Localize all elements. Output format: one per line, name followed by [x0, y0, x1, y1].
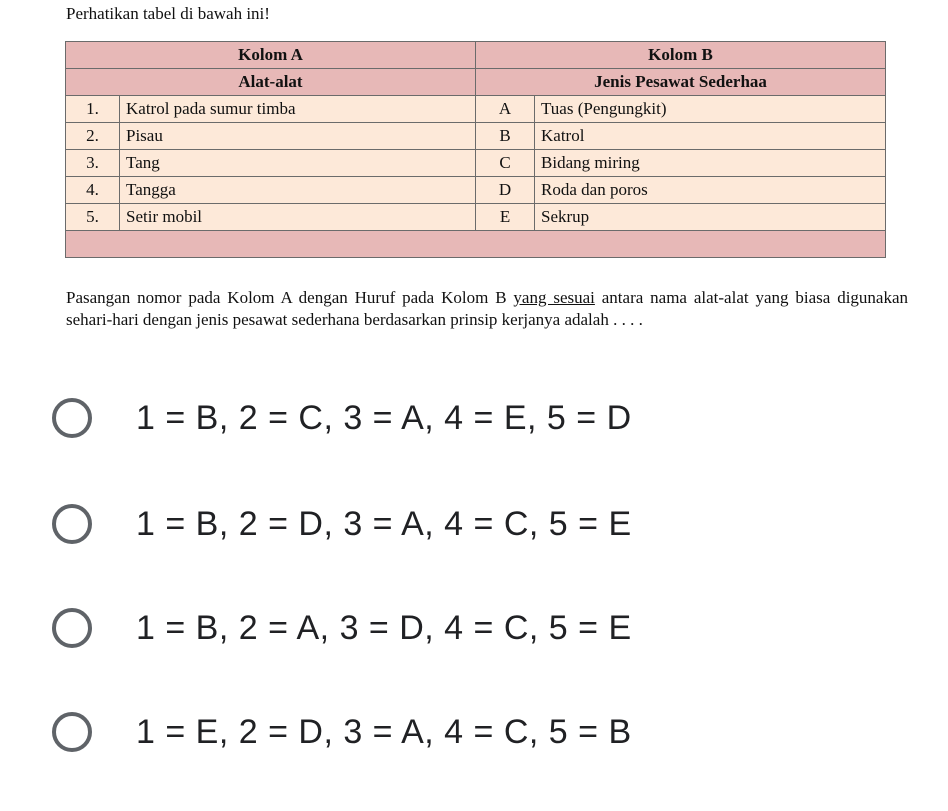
table-header-row: [66, 42, 886, 69]
column-a-header: Kolom A: [66, 42, 476, 69]
machine-type: Katrol: [535, 123, 886, 150]
tool-name: Pisau: [120, 123, 476, 150]
tool-name: Tangga: [120, 177, 476, 204]
machine-type: Tuas (Pengungkit): [535, 96, 886, 123]
answer-option-label[interactable]: 1 = E, 2 = D, 3 = A, 4 = C, 5 = B: [136, 712, 632, 751]
radio-button-icon[interactable]: [52, 712, 92, 752]
answer-option-label[interactable]: 1 = B, 2 = C, 3 = A, 4 = E, 5 = D: [136, 398, 632, 437]
answer-option-label[interactable]: 1 = B, 2 = D, 3 = A, 4 = C, 5 = E: [136, 504, 632, 543]
row-number: 1.: [66, 96, 120, 123]
tool-name: Tang: [120, 150, 476, 177]
type-letter: B: [476, 123, 535, 150]
answer-option-2[interactable]: [52, 504, 632, 544]
question-part-2: antara nama alat-alat yang biasa digunakan sehari-hari dengan jenis pesawat sederhana berdasarkan prinsip kerjanya adalah . . . .: [66, 288, 909, 329]
column-a-subheader: Alat-alat: [66, 69, 476, 96]
matching-table: [65, 41, 886, 258]
table-footer-row: [66, 231, 886, 258]
type-letter: D: [476, 177, 535, 204]
answer-option-label[interactable]: 1 = B, 2 = A, 3 = D, 4 = C, 5 = E: [136, 608, 632, 647]
machine-type: Roda dan poros: [535, 177, 886, 204]
type-letter: C: [476, 150, 535, 177]
answer-option-3[interactable]: [52, 608, 632, 648]
radio-button-icon[interactable]: [52, 398, 92, 438]
type-letter: E: [476, 204, 535, 231]
tool-name: Katrol pada sumur timba: [120, 96, 476, 123]
row-number: 4.: [66, 177, 120, 204]
column-b-subheader: Jenis Pesawat Sederhaa: [476, 69, 886, 96]
type-letter: A: [476, 96, 535, 123]
table-row: [66, 150, 886, 177]
table-footer-cell: [66, 231, 886, 258]
machine-type: Sekrup: [535, 204, 886, 231]
question-text: [66, 287, 908, 331]
machine-type: Bidang miring: [535, 150, 886, 177]
row-number: 3.: [66, 150, 120, 177]
table-row: [66, 177, 886, 204]
column-b-header: Kolom B: [476, 42, 886, 69]
table-row: [66, 123, 886, 150]
row-number: 5.: [66, 204, 120, 231]
answer-option-4[interactable]: [52, 712, 632, 752]
table-row: [66, 96, 886, 123]
radio-button-icon[interactable]: [52, 608, 92, 648]
question-part-1: Pasangan nomor pada Kolom A dengan Huruf pada Kolom B: [66, 288, 514, 307]
answer-option-1[interactable]: [52, 398, 632, 438]
instruction-text: Perhatikan tabel di bawah ini!: [66, 4, 270, 23]
table-row: [66, 204, 886, 231]
radio-button-icon[interactable]: [52, 504, 92, 544]
tool-name: Setir mobil: [120, 204, 476, 231]
row-number: 2.: [66, 123, 120, 150]
question-underlined: yang sesuai: [513, 288, 595, 307]
table-subheader-row: [66, 69, 886, 96]
